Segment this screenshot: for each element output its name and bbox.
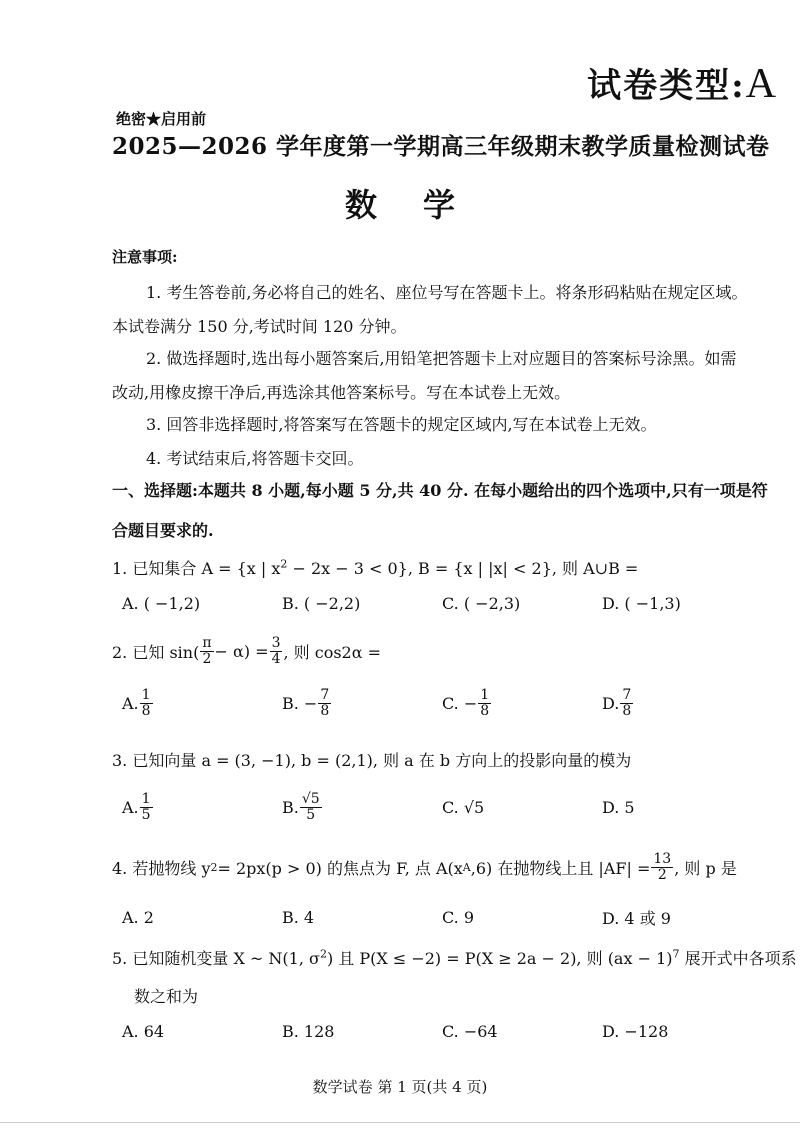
note-4: 4. 考试结束后,将答题卡交回。 xyxy=(146,449,364,468)
q3-option-a: A. $\frac{1}{5}$ xyxy=(122,791,151,823)
question-4-stem: 4. 若抛物线 y 2 = 2px(p > 0) 的焦点为 F, 点 A(x A ,6) 在抛物线上且 |AF| = $\frac{13}{2}$ , 则 p 是 xyxy=(112,851,737,883)
note-3: 3. 回答非选择题时,将答案写在答题卡的规定区域内,写在本试卷上无效。 xyxy=(146,415,657,434)
q2-option-b: B. − $\frac{7}{8}$ xyxy=(282,687,330,719)
note-2-line-1: 2. 做选择题时,选出每小题答案后,用铅笔把答题卡上对应题目的答案标号涂黑。如需 xyxy=(146,349,737,368)
confidential-mark: 绝密★启用前 xyxy=(116,110,207,128)
question-5-stem-line-1: 5. 已知随机变量 X ~ N(1, $\sigma^2$) 且 P(X ≤ −2) = P(X ≥ 2a − 2), 则 (ax − 1)$^7$ 展开式中各项系 xyxy=(112,947,797,968)
q1-option-d: D. ( −1,3) xyxy=(602,594,681,613)
q1-option-b: B. ( −2,2) xyxy=(282,594,361,613)
page-footer: 数学试卷 第 1 页(共 4 页) xyxy=(312,1078,488,1096)
paper-type-letter: A xyxy=(745,61,778,107)
q2-option-c: C. − $\frac{1}{8}$ xyxy=(442,687,490,719)
q1-option-a: A. ( −1,2) xyxy=(122,594,201,613)
note-1-line-2: 本试卷满分 150 分,考试时间 120 分钟。 xyxy=(112,317,407,336)
q4-option-d: D. 4 或 9 xyxy=(602,909,671,928)
q4-option-a: A. 2 xyxy=(122,908,154,927)
question-1-options xyxy=(122,594,762,613)
question-2-options xyxy=(122,688,762,718)
q2-option-d: D. $\frac{7}{8}$ xyxy=(602,687,632,719)
question-4-options xyxy=(122,906,762,929)
question-5-stem-line-2: 数之和为 xyxy=(134,987,199,1006)
question-3-stem: 3. 已知向量 a = (3, −1), b = (2,1), 则 a 在 b 方向上的投影向量的模为 xyxy=(112,751,632,770)
subject-title: 数学 xyxy=(344,186,501,224)
bottom-rule xyxy=(0,1122,800,1123)
q2-option-a: A. $\frac{1}{8}$ xyxy=(122,687,151,719)
question-3-options xyxy=(122,792,762,822)
notes-heading: 注意事项: xyxy=(112,248,178,266)
q4-option-c: C. 9 xyxy=(442,908,475,927)
q4-option-b: B. 4 xyxy=(282,908,315,927)
question-1-stem: 1. 已知集合 A = {x | $x^2 - 2x - 3 < 0$}, B = {x | |x| < 2}, 则 A∪B = xyxy=(112,557,639,578)
q5-option-a: A. 64 xyxy=(122,1022,165,1041)
q5-option-c: C. −64 xyxy=(442,1022,498,1041)
q3-option-b: B. $\frac{√5}{5}$ xyxy=(282,791,320,823)
exam-title: 2025—2026 学年度第一学期高三年级期末教学质量检测试卷 xyxy=(112,133,770,160)
q5-option-b: B. 128 xyxy=(282,1022,335,1041)
note-2-line-2: 改动,用橡皮擦干净后,再选涂其他答案标号。写在本试卷上无效。 xyxy=(112,383,571,402)
q3-option-c: C. √5 xyxy=(442,797,485,817)
question-2-stem: 2. 已知 sin( $\frac{\pi}{2}$ − α) = $\frac{3}{4}$ , 则 cos2α = xyxy=(112,635,382,667)
q1-option-c: C. ( −2,3) xyxy=(442,594,521,613)
note-1-line-1: 1. 考生答卷前,务必将自己的姓名、座位号写在答题卡上。将条形码粘贴在规定区域。 xyxy=(146,283,748,302)
q3-option-d: D. 5 xyxy=(602,797,635,817)
paper-type-label: 试卷类型:A xyxy=(587,61,778,107)
section-instructions-line-2: 合题目要求的. xyxy=(112,521,214,540)
section-instructions-line-1: 一、选择题:本题共 8 小题,每小题 5 分,共 40 分. 在每小题给出的四个选项中,只有一项是符 xyxy=(112,481,768,500)
question-5-options xyxy=(122,1022,762,1041)
q5-option-d: D. −128 xyxy=(602,1022,669,1041)
